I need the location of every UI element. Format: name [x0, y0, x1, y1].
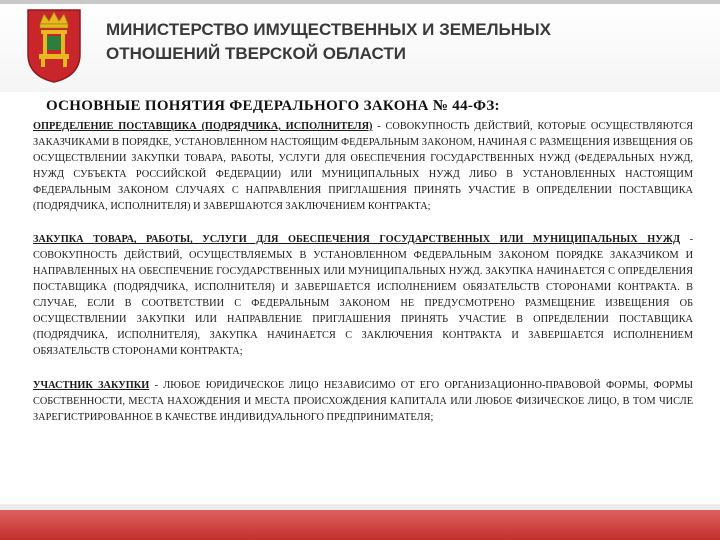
section-heading: ОСНОВНЫЕ ПОНЯТИЯ ФЕДЕРАЛЬНОГО ЗАКОНА № 44-ФЗ:: [46, 98, 500, 114]
footer-bar: [0, 510, 720, 540]
definition-supplier-determination: [33, 119, 693, 214]
definition-term: УЧАСТНИК ЗАКУПКИ: [33, 379, 150, 391]
header: [0, 0, 720, 100]
definition-procurement-participant: [33, 378, 693, 426]
ministry-title: МИНИСТЕРСТВО ИМУЩЕСТВЕННЫХ И ЗЕМЕЛЬНЫХ ОТНОШЕНИЙ ТВЕРСКОЙ ОБЛАСТИ: [106, 20, 551, 63]
tver-region-coat-of-arms-icon: [26, 8, 82, 84]
definition-text: - СОВОКУПНОСТЬ ДЕЙСТВИЙ, ОСУЩЕСТВЛЯЕМЫХ В УСТАНОВЛЕННОМ ФЕДЕРАЛЬНЫМ ЗАКОНОМ ПОРЯДКЕ ЗАКАЗЧИКОМ И НАПРАВЛЕННЫХ НА ОБЕСПЕЧЕНИЕ ГОСУДАРСТВЕННЫХ ИЛИ МУНИЦИПАЛЬНЫХ НУЖД. ЗАКУПКА НАЧИНАЕТСЯ С ОПРЕДЕЛЕНИЯ ПОСТАВЩИКА (ПОДРЯДЧИКА, ИСПОЛНИТЕЛЯ) И ЗАВЕРШАЕТСЯ ИСПОЛНЕНИЕМ ОБЯЗАТЕЛЬСТВ СТОРОНАМИ КОНТРАКТА. В СЛУЧАЕ, ЕСЛИ В СООТВЕТСТВИИ С ФЕДЕРАЛЬНЫМ ЗАКОНОМ НЕ ПРЕДУСМОТРЕНО РАЗМЕЩЕНИЕ ИЗВЕЩЕНИЯ ОБ ОСУЩЕСТВЛЕНИИ ЗАКУПКИ ИЛИ НАПРАВЛЕНИЕ ПРИГЛАШЕНИЯ ПРИНЯТЬ УЧАСТИЕ В ОПРЕДЕЛЕНИИ ПОСТАВЩИКА (ПОДРЯДЧИКА, ИСПОЛНИТЕЛЯ), ЗАКУПКА НАЧИНАЕТСЯ С ЗАКЛЮЧЕНИЯ КОНТРАКТА И ЗАВЕРШАЕТСЯ ИСПОЛНЕНИЕМ ОБЯЗАТЕЛЬСТВ СТОРОНАМИ КОНТРАКТА;: [33, 234, 693, 357]
definition-term: ОПРЕДЕЛЕНИЕ ПОСТАВЩИКА (ПОДРЯДЧИКА, ИСПОЛНИТЕЛЯ): [33, 121, 373, 132]
main-content: [0, 92, 720, 502]
definition-term: ЗАКУПКА ТОВАРА, РАБОТЫ, УСЛУГИ ДЛЯ ОБЕСПЕЧЕНИЯ ГОСУДАРСТВЕННЫХ ИЛИ МУНИЦИПАЛЬНЫХ НУЖД: [33, 234, 681, 246]
definition-text: - СОВОКУПНОСТЬ ДЕЙСТВИЙ, КОТОРЫЕ ОСУЩЕСТВЛЯЮТСЯ ЗАКАЗЧИКАМИ В ПОРЯДКЕ, УСТАНОВЛЕННОМ НАСТОЯЩИМ ФЕДЕРАЛЬНЫМ ЗАКОНОМ, НАЧИНАЯ С РАЗМЕЩЕНИЯ ИЗВЕЩЕНИЯ ОБ ОСУЩЕСТВЛЕНИИ ЗАКУПКИ ТОВАРА, РАБОТЫ, УСЛУГИ ДЛЯ ОБЕСПЕЧЕНИЯ ГОСУДАРСТВЕННЫХ НУЖД (ФЕДЕРАЛЬНЫХ НУЖД, НУЖД СУБЪЕКТА РОССИЙСКОЙ ФЕДЕРАЦИИ) ИЛИ МУНИЦИПАЛЬНЫХ НУЖД ЛИБО В УСТАНОВЛЕННЫХ НАСТОЯЩИМ ФЕДЕРАЛЬНЫМ ЗАКОНОМ СЛУЧАЯХ С НАПРАВЛЕНИЯ ПРИГЛАШЕНИЯ ПРИНЯТЬ УЧАСТИЕ В ОПРЕДЕЛЕНИИ ПОСТАВЩИКА (ПОДРЯДЧИКА, ИСПОЛНИТЕЛЯ) И ЗАВЕРШАЮТСЯ ЗАКЛЮЧЕНИЕМ КОНТРАКТА;: [33, 121, 693, 212]
definition-text: - ЛЮБОЕ ЮРИДИЧЕСКОЕ ЛИЦО НЕЗАВИСИМО ОТ ЕГО ОРГАНИЗАЦИОННО-ПРАВОВОЙ ФОРМЫ, ФОРМЫ СОБСТВЕННОСТИ, МЕСТА НАХОЖДЕНИЯ И МЕСТА ПРОИСХОЖДЕНИЯ КАПИТАЛА ИЛИ ЛЮБОЕ ФИЗИЧЕСКОЕ ЛИЦО, В ТОМ ЧИСЛЕ ЗАРЕГИСТРИРОВАННОЕ В КАЧЕСТВЕ ИНДИВИДУАЛЬНОГО ПРЕДПРИНИМАТЕЛЯ;: [33, 379, 694, 423]
definitions-list: [33, 119, 693, 425]
definition-procurement: [33, 232, 693, 359]
header-top-line: [0, 0, 720, 4]
